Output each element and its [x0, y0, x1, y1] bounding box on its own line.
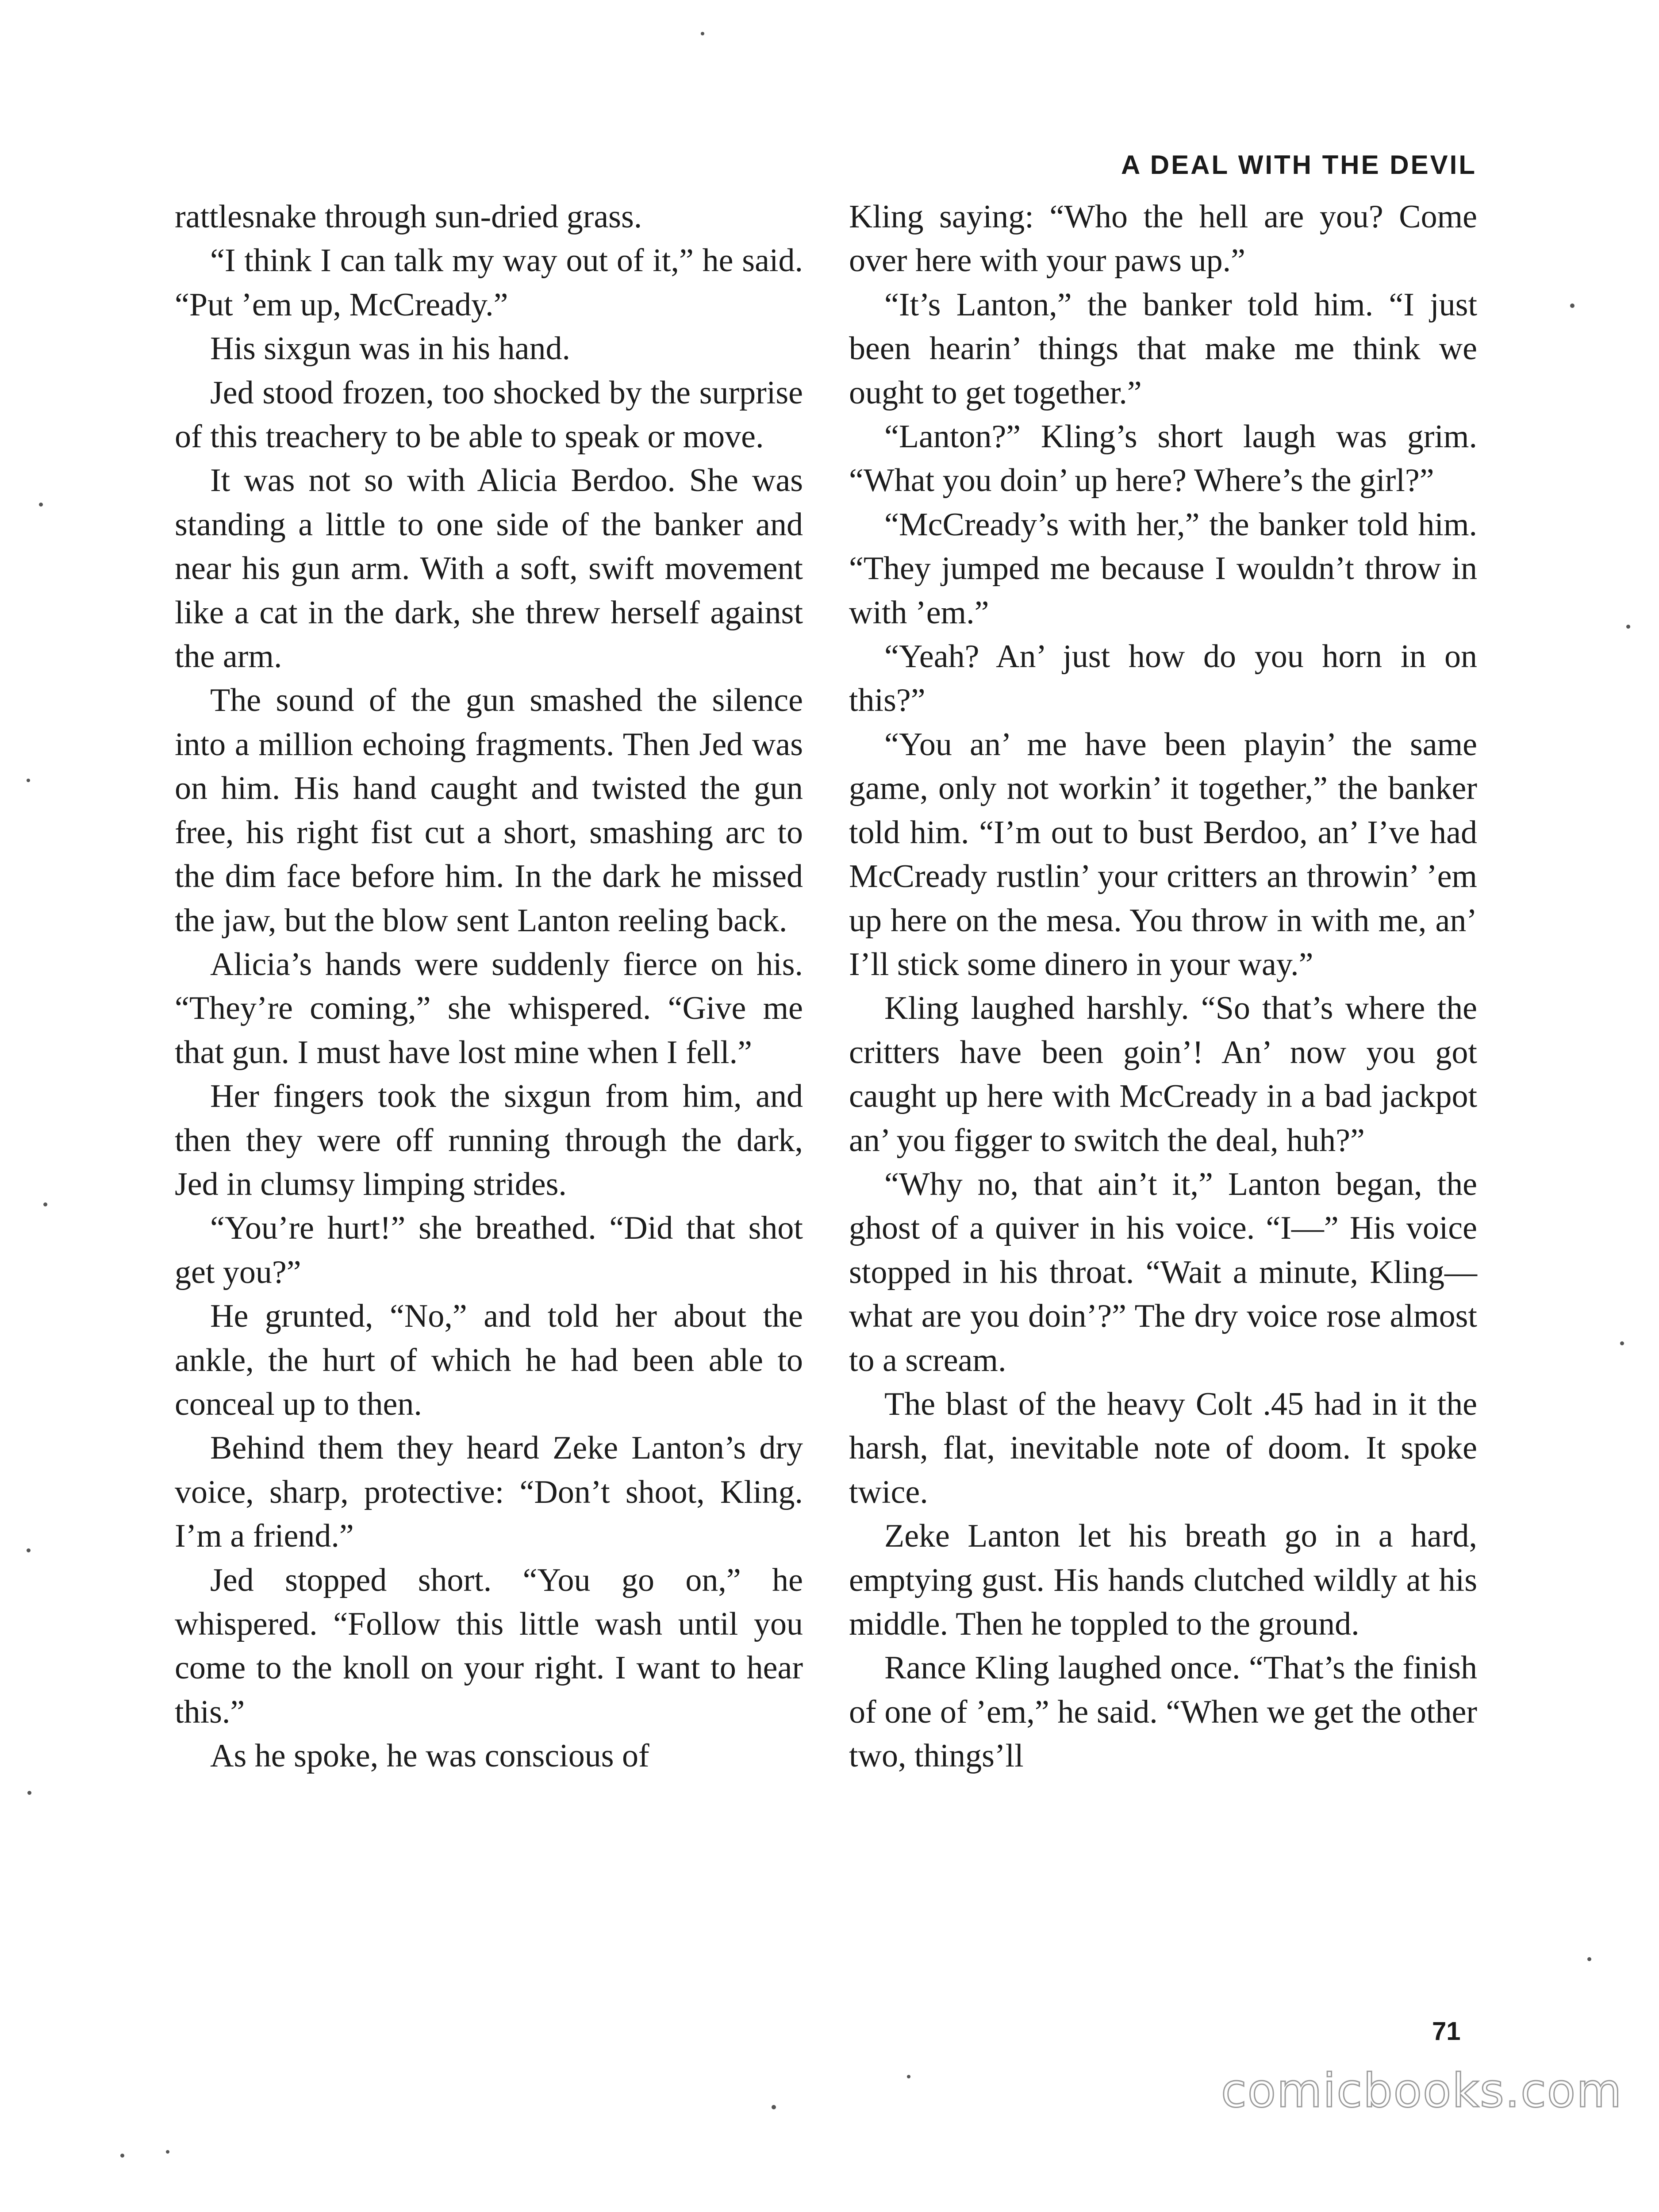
- paragraph: Zeke Lanton let his breath go in a hard, emptying gust. His hands clutched wildly at his middle. Then he toppled to the ground.: [849, 1518, 1477, 1642]
- scan-speck: [166, 2150, 169, 2154]
- scan-speck: [27, 1548, 31, 1552]
- scan-speck: [1587, 1957, 1591, 1961]
- paragraph: It was not so with Alicia Berdoo. She was standing a little to one side of the banker and near his gun arm. With a soft, swift movement like a cat in the dark, she threw herself against the arm.: [175, 462, 803, 675]
- scan-speck: [27, 1791, 31, 1795]
- paragraph: Jed stopped short. “You go on,” he whispered. “Follow this little wash until you come to the knoll on your right. I want to hear this.”: [175, 1562, 803, 1730]
- running-title: A DEAL WITH THE DEVIL: [1121, 150, 1477, 180]
- paragraph: “It’s Lanton,” the banker told him. “I just been hearin’ things that make me think we ought to get together.”: [849, 286, 1477, 411]
- paragraph: Rance Kling laughed once. “That’s the finish of one of ’em,” he said. “When we get the other two, things’ll: [849, 1650, 1477, 1774]
- paragraph: “You an’ me have been playin’ the same game, only not workin’ it together,” the banker told him. “I’m out to bust Berdoo, an’ I’ve had McCready rustlin’ your critters an throwin’ ’em up here on the mesa. You throw in with me, an’ I’ll stick some dinero in your way.”: [849, 726, 1477, 983]
- paragraph: “Yeah? An’ just how do you horn in on this?”: [849, 638, 1477, 719]
- right-column: [849, 195, 1477, 1778]
- paragraph: “You’re hurt!” she breathed. “Did that shot get you?”: [175, 1210, 803, 1290]
- paragraph: Kling saying: “Who the hell are you? Come over here with your paws up.”: [849, 199, 1477, 279]
- scan-speck: [39, 503, 43, 507]
- paragraph: The sound of the gun smashed the silence into a million echoing fragments. Then Jed was on him. His hand caught and twisted the gun free, his right fist cut a short, smashing arc to the dim face before him. In the dark he missed the jaw, but the blow sent Lanton reeling back.: [175, 682, 803, 939]
- scan-speck: [907, 2075, 910, 2078]
- paragraph: “McCready’s with her,” the banker told him. “They jumped me because I wouldn’t throw in with ’em.”: [849, 506, 1477, 631]
- paragraph: “I think I can talk my way out of it,” he said. “Put ’em up, McCready.”: [175, 242, 803, 323]
- paragraph: Alicia’s hands were suddenly fierce on his. “They’re coming,” she whispered. “Give me that gun. I must have lost mine when I fell.”: [175, 946, 803, 1071]
- paragraph: Kling laughed harshly. “So that’s where the critters have been goin’! An’ now you got caught up here with McCready in a bad jackpot an’ you figger to switch the deal, huh?”: [849, 990, 1477, 1159]
- paragraph: “Lanton?” Kling’s short laugh was grim. “What you doin’ up here? Where’s the girl?”: [849, 419, 1477, 499]
- scan-speck: [1620, 1341, 1624, 1345]
- paragraph: “Why no, that ain’t it,” Lanton began, the ghost of a quiver in his voice. “I—” His voice stopped in his throat. “Wait a minute, Kling—what are you doin’?” The dry voice rose almost to a scream.: [849, 1166, 1477, 1379]
- paragraph: rattlesnake through sun-dried grass.: [175, 199, 642, 235]
- paragraph: As he spoke, he was conscious of: [210, 1738, 649, 1774]
- scan-speck: [701, 32, 704, 35]
- scan-speck: [27, 779, 30, 782]
- paragraph: Behind them they heard Zeke Lanton’s dry voice, sharp, protective: “Don’t shoot, Kling. I’m a friend.”: [175, 1430, 803, 1555]
- paragraph: Her fingers took the sixgun from him, and then they were off running through the dark, Jed in clumsy limping strides.: [175, 1078, 803, 1202]
- paragraph: He grunted, “No,” and told her about the ankle, the hurt of which he had been able to conceal up to then.: [175, 1298, 803, 1422]
- scan-speck: [1570, 303, 1575, 308]
- scan-speck: [772, 2105, 776, 2109]
- paragraph: His sixgun was in his hand.: [210, 330, 570, 367]
- paragraph: Jed stood frozen, too shocked by the surprise of this treachery to be able to speak or move.: [175, 374, 803, 455]
- left-column: [175, 195, 803, 1778]
- scan-speck: [120, 2154, 124, 2158]
- page-number: 71: [1432, 2017, 1461, 2046]
- watermark: comicbooks.com: [1221, 2064, 1623, 2118]
- scan-speck: [1626, 625, 1630, 629]
- scan-speck: [43, 1202, 47, 1206]
- paragraph: The blast of the heavy Colt .45 had in it the harsh, flat, inevitable note of doom. It spoke twice.: [849, 1386, 1477, 1510]
